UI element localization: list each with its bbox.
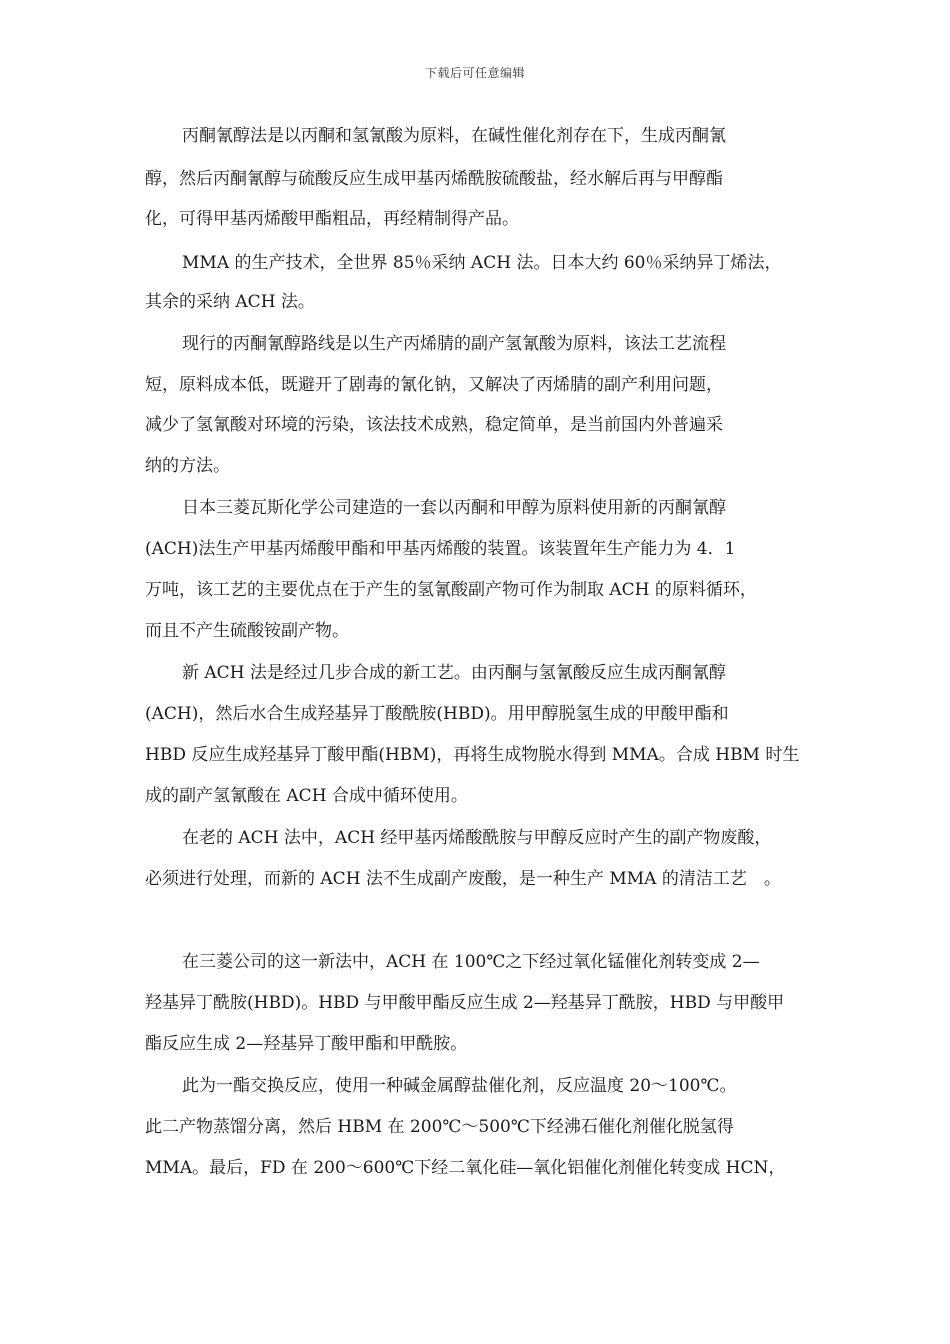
paragraph-line: 羟基异丁酰胺(HBD)。HBD 与甲酸甲酯反应生成 2—羟基异丁酰胺，HBD 与甲酸甲 (145, 993, 785, 1013)
page-header: 下载后可任意编辑 (424, 66, 525, 80)
paragraph-line: 在老的 ACH 法中，ACH 经甲基丙烯酸酰胺与甲醇反应时产生的副产物废酸， (182, 828, 772, 848)
paragraph-line: 其余的采纳 ACH 法。 (145, 292, 315, 312)
paragraph-line: MMA 的生产技术，全世界 85％采纳 ACH 法。日本大约 60％采纳异丁烯法， (182, 253, 782, 273)
paragraph-line: (ACH)，然后水合生成羟基异丁酸酰胺(HBD)。用甲醇脱氢生成的甲酸甲酯和 (145, 704, 729, 724)
paragraph-line: (ACH)法生产甲基丙烯酸甲酯和甲基丙烯酸的装置。该装置年生产能力为 4．1 (145, 539, 736, 559)
paragraph-line: 减少了氢氰酸对环境的污染，该法技术成熟，稳定简单，是当前国内外普遍采 (145, 415, 723, 435)
paragraph-line: 纳的方法。 (145, 456, 230, 476)
paragraph-line: 化，可得甲基丙烯酸甲酯粗品，再经精制得产品。 (145, 209, 519, 229)
paragraph-line: 万吨，该工艺的主要优点在于产生的氢氰酸副产物可作为制取 ACH 的原料循环， (145, 580, 757, 600)
paragraph-line: 在三菱公司的这一新法中，ACH 在 100℃之下经过氧化锰催化剂转变成 2— (182, 952, 760, 972)
paragraph-line: 此为一酯交换反应，使用一种碱金属醇盐催化剂，反应温度 20～100℃。 (182, 1076, 737, 1096)
paragraph-line: 必须进行处理，而新的 ACH 法不生成副产废酸，是一种生产 MMA 的清洁工艺 。 (145, 869, 781, 889)
paragraph-line: 新 ACH 法是经过几步合成的新工艺。由丙酮与氢氰酸反应生成丙酮氰醇 (182, 663, 726, 683)
paragraph-line: 而且不产生硫酸铵副产物。 (145, 621, 349, 641)
paragraph-line: 醇，然后丙酮氰醇与硫酸反应生成甲基丙烯酰胺硫酸盐，经水解后再与甲醇酯 (145, 169, 723, 189)
paragraph-line: 现行的丙酮氰醇路线是以生产丙烯腈的副产氢氰酸为原料，该法工艺流程 (182, 334, 726, 354)
paragraph-line: 丙酮氰醇法是以丙酮和氢氰酸为原料，在碱性催化剂存在下，生成丙酮氰 (182, 126, 726, 146)
paragraph-line: 酯反应生成 2—羟基异丁酸甲酯和甲酰胺。 (145, 1034, 468, 1054)
paragraph-line: 此二产物蒸馏分离，然后 HBM 在 200℃～500℃下经沸石催化剂催化脱氢得 (145, 1117, 734, 1137)
paragraph-line: 短，原料成本低，既避开了剧毒的氰化钠，又解决了丙烯腈的副产利用问题， (145, 375, 723, 395)
paragraph-line: 日本三菱瓦斯化学公司建造的一套以丙酮和甲醇为原料使用新的丙酮氰醇 (182, 498, 726, 518)
paragraph-line: HBD 反应生成羟基异丁酸甲酯(HBM)，再将生成物脱水得到 MMA。合成 HBM 时生 (145, 745, 800, 765)
paragraph-line: MMA。最后，FD 在 200～600℃下经二氧化硅—氧化铝催化剂催化转变成 HCN， (145, 1158, 786, 1178)
paragraph-line: 成的副产氢氰酸在 ACH 合成中循环使用。 (145, 786, 468, 806)
